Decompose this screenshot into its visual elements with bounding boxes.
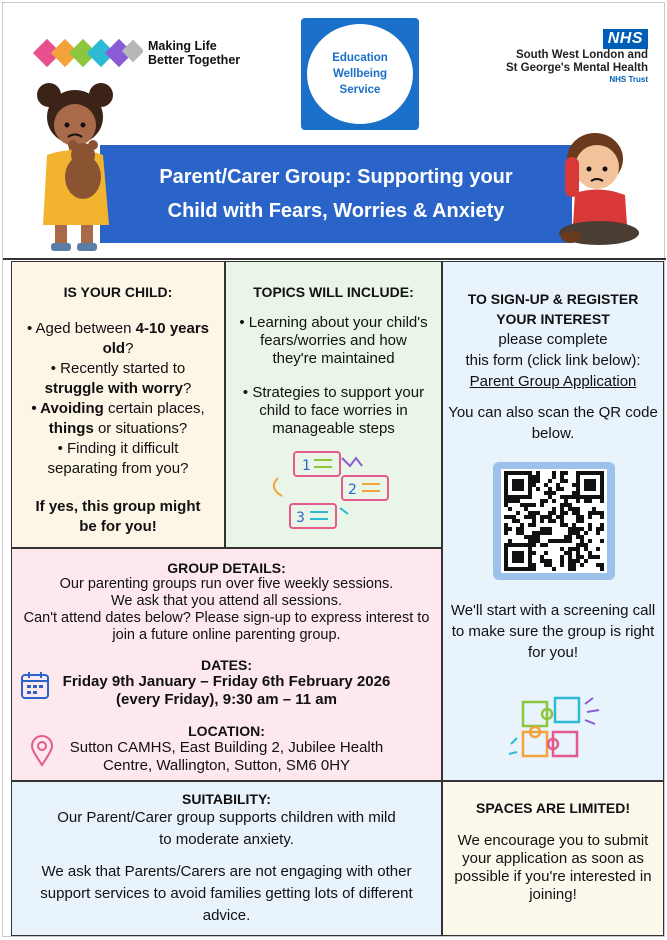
signup-line2: this form (click link below): <box>465 352 641 369</box>
steps-list-icon <box>266 448 396 533</box>
spaces-limited-panel <box>442 781 664 936</box>
dates-line1: Friday 9th January – Friday 6th February 2026 <box>62 673 391 690</box>
banner-line2: Child with Fears, Worries & Anxiety <box>167 200 505 222</box>
diamonds-logo-icon <box>33 35 143 71</box>
location-heading: LOCATION: <box>188 723 265 739</box>
title-banner <box>100 145 572 243</box>
banner-line1: Parent/Carer Group: Supporting your <box>159 166 513 188</box>
dates-heading: DATES: <box>200 657 253 673</box>
group-details-line1: Our parenting groups run over five weekly sessions. <box>59 576 394 592</box>
is-your-child-closing: If yes, this group might be for you! <box>35 498 201 535</box>
criteria-age: • Aged between 4-10 years old? <box>26 320 210 357</box>
qr-code-frame <box>493 462 615 580</box>
screening-call-text: We'll start with a screening call to make sure the group is right for you! <box>450 602 656 661</box>
flyer-page <box>2 2 665 937</box>
ews-logo <box>301 18 419 130</box>
group-details-line3: Can't attend dates below? Please sign-up to express interest to join a future online parenting group. <box>23 610 430 643</box>
worried-girl-illustration <box>35 75 125 253</box>
topics-panel <box>225 261 442 548</box>
ews-line2: Wellbeing <box>332 68 388 80</box>
scan-qr-text: You can also scan the QR code below. <box>448 404 658 442</box>
trust-line1: South West London and <box>515 49 648 61</box>
ews-line3: Service <box>339 84 381 96</box>
suitability-panel <box>11 781 442 936</box>
topic-learning: • Learning about your child's fears/worries and how they're maintained <box>239 314 428 367</box>
worried-boy-illustration <box>555 129 655 247</box>
criteria-avoiding: • Avoiding certain places, things or situations? <box>31 400 205 437</box>
group-details-heading: GROUP DETAILS: <box>167 560 286 576</box>
suitability-heading: SUITABILITY: <box>182 791 271 807</box>
topic-strategies: • Strategies to support your child to face worries in manageable steps <box>242 384 425 437</box>
nhs-badge: NHS <box>603 29 648 49</box>
qr-code[interactable] <box>501 469 607 573</box>
criteria-worry: • Recently started to struggle with worry? <box>44 360 192 397</box>
trust-line2: St George's Mental Health <box>505 62 648 74</box>
topics-list <box>226 314 441 438</box>
suitability-line2: We ask that Parents/Carers are not engaging with other support services to avoid families getting lots of different advice. <box>40 863 413 924</box>
tagline <box>148 39 258 67</box>
header-divider <box>3 258 666 260</box>
step-number-2: 2 <box>348 482 357 498</box>
group-details-panel <box>11 548 442 781</box>
tagline-line1: Making Life <box>148 39 217 53</box>
calendar-icon <box>20 670 50 700</box>
tagline-line2: Better Together <box>148 53 241 67</box>
criteria-separating: • Finding it difficult separating from you? <box>47 440 189 477</box>
parent-group-application-link[interactable]: Parent Group Application <box>469 373 637 390</box>
step-number-3: 3 <box>296 510 305 526</box>
group-details-line2: We ask that you attend all sessions. <box>110 593 343 609</box>
location-line2: Centre, Wallington, Sutton, SM6 0HY <box>102 757 351 774</box>
dates-line2: (every Friday), 9:30 am – 11 am <box>116 691 337 708</box>
ews-circle <box>307 24 413 124</box>
child-criteria-list <box>12 319 224 479</box>
step-number-1: 1 <box>302 458 311 474</box>
ews-line1: Education <box>332 52 388 64</box>
suitability-line1: Our Parent/Carer group supports children with mild to moderate anxiety. <box>57 809 396 848</box>
signup-panel <box>442 261 664 781</box>
nhs-trust-logo <box>506 29 648 84</box>
spaces-text: We encourage you to submit your application as soon as possible if you're interested in joining! <box>454 832 652 903</box>
trust-line3: NHS Trust <box>609 75 648 84</box>
is-your-child-heading: IS YOUR CHILD: <box>63 284 173 300</box>
spaces-heading: SPACES ARE LIMITED! <box>475 800 630 816</box>
ews-text <box>320 50 400 98</box>
puzzle-icon <box>505 694 605 772</box>
topics-heading: TOPICS WILL INCLUDE: <box>253 284 414 300</box>
making-life-logo <box>33 35 241 76</box>
location-pin-icon <box>30 735 54 767</box>
is-your-child-panel <box>11 261 225 548</box>
location-line1: Sutton CAMHS, East Building 2, Jubilee Health <box>69 739 384 756</box>
signup-line1: please complete <box>498 331 608 348</box>
signup-heading: TO SIGN-UP & REGISTER YOUR INTEREST <box>467 291 639 327</box>
